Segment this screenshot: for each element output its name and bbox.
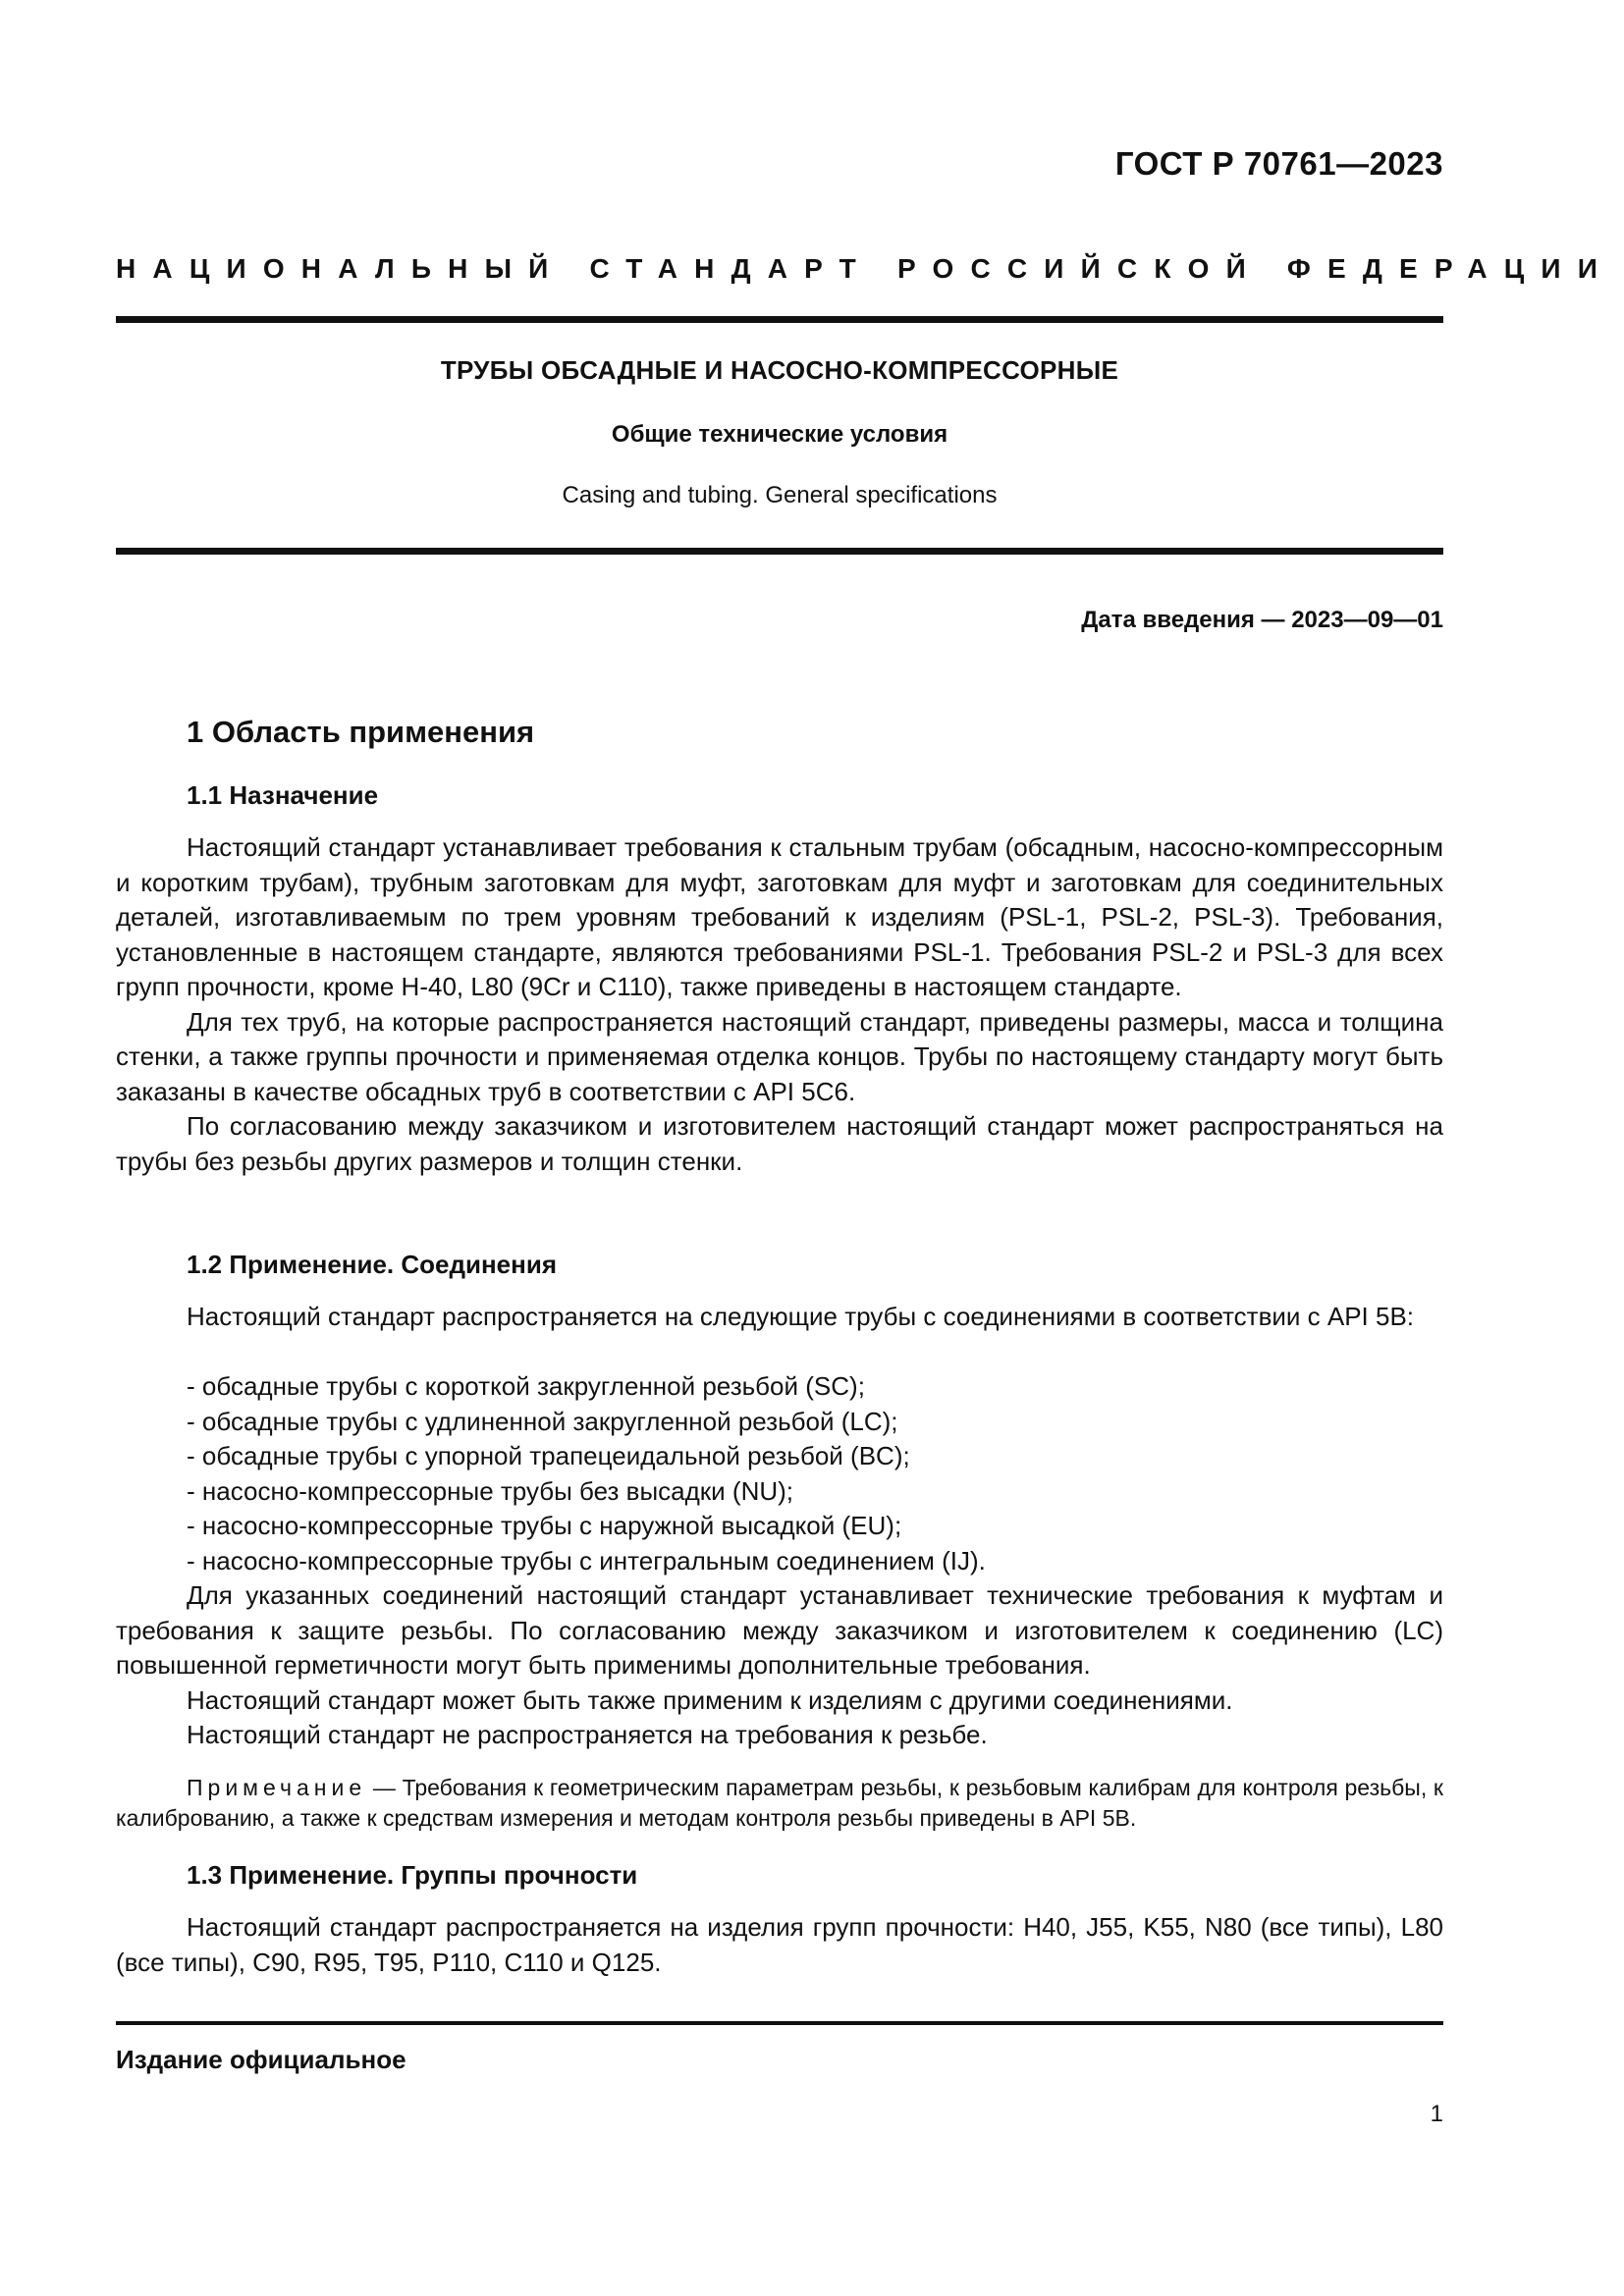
paragraph: Настоящий стандарт может быть также применим к изделиям с другими соединениями. xyxy=(187,1684,1233,1715)
paragraph: Настоящий стандарт не распространяется на требования к резьбе. xyxy=(187,1720,988,1749)
section-1-2-body xyxy=(116,1578,1443,1753)
section-1-heading: 1 Область применения xyxy=(187,715,535,749)
document-title: ТРУБЫ ОБСАДНЫЕ И НАСОСНО-КОМПРЕССОРНЫЕ xyxy=(440,355,1119,385)
title-bottom-rule xyxy=(116,548,1443,555)
paragraph: Для указанных соединений настоящий стандарт устанавливает технические требования к муфтам и требования к защите резьбы. По согласованию между заказчиком и изготовителем к соединению (LC) повышенной герметичности могут быть применимы дополнительные требования. xyxy=(116,1580,1443,1680)
official-edition-label: Издание официальное xyxy=(116,2045,406,2074)
paragraph: По согласованию между заказчиком и изготовителем настоящий стандарт может распространяться на трубы без резьбы других размеров и толщин стенки. xyxy=(116,1111,1443,1176)
footer-rule xyxy=(116,2021,1443,2025)
section-1-3-heading: 1.3 Применение. Группы прочности xyxy=(187,1860,638,1890)
paragraph: Настоящий стандарт распространяется на следующие трубы с соединениями в соответствии с API 5B: xyxy=(187,1302,1415,1331)
note-label: Примечание xyxy=(187,1775,367,1800)
paragraph: Настоящий стандарт распространяется на изделия групп прочности: H40, J55, K55, N80 (все типы), L80 (все типы), C90, R95, T95, P110, C110 и Q125. xyxy=(116,1912,1443,1977)
list-item: - насосно-компрессорные трубы с интегральным соединением (IJ). xyxy=(187,1545,986,1575)
list-item: - обсадные трубы с короткой закругленной резьбой (SC); xyxy=(187,1371,865,1401)
document-subtitle: Общие технические условия xyxy=(611,421,948,448)
connection-list xyxy=(187,1369,986,1578)
list-item: - насосно-компрессорные трубы без высадки (NU); xyxy=(187,1475,794,1506)
page-number: 1 xyxy=(1430,2101,1443,2127)
section-1-2-intro xyxy=(116,1300,1443,1335)
section-1-2-heading: 1.2 Применение. Соединения xyxy=(187,1250,557,1279)
introduction-date: Дата введения — 2023—09—01 xyxy=(1081,607,1443,633)
top-rule xyxy=(116,316,1443,323)
national-standard-banner: НАЦИОНАЛЬНЫЙ СТАНДАРТ РОССИЙСКОЙ ФЕДЕРАЦИИ xyxy=(116,253,1615,284)
section-1-1-heading: 1.1 Назначение xyxy=(187,780,379,810)
list-item: - обсадные трубы с удлиненной закругленной резьбой (LC); xyxy=(187,1406,898,1436)
note-text: — Требования к геометрическим параметрам резьбы, к резьбовым калибрам для контроля резьбы, к калиброванию, а также к средствам измерения и методам контроля резьбы приведены в API 5B. xyxy=(116,1775,1443,1831)
paragraph: Настоящий стандарт устанавливает требования к стальным трубам (обсадным, насосно-компрессорным и коротким трубам), трубным заготовкам для муфт, заготовкам для муфт и заготовкам для соединительных деталей, изготавливаемым по трем уровням требований к изделиям (PSL-1, PSL-2, PSL-3). Требования, установленные в настоящем стандарте, являются требованиями PSL-1. Требования PSL-2 и PSL-3 для всех групп прочности, кроме H-40, L80 (9Cr и C110), также приведены в настоящем стандарте. xyxy=(116,832,1443,1001)
section-1-1-body xyxy=(116,830,1443,1179)
english-title: Casing and tubing. General specifications xyxy=(562,482,998,508)
paragraph: Для тех труб, на которые распространяется настоящий стандарт, приведены размеры, масса и толщина стенки, а также группы прочности и применяемая отделка концов. Трубы по настоящему стандарту могут быть заказаны в качестве обсадных труб в соответствии с API 5C6. xyxy=(116,1006,1443,1106)
list-item: - обсадные трубы с упорной трапецеидальной резьбой (BC); xyxy=(187,1441,910,1470)
gost-number: ГОСТ Р 70761—2023 xyxy=(1114,145,1443,182)
note-block xyxy=(116,1773,1443,1834)
section-1-3-body xyxy=(116,1910,1443,1980)
list-item: - насосно-компрессорные трубы с наружной высадкой (EU); xyxy=(187,1511,902,1540)
